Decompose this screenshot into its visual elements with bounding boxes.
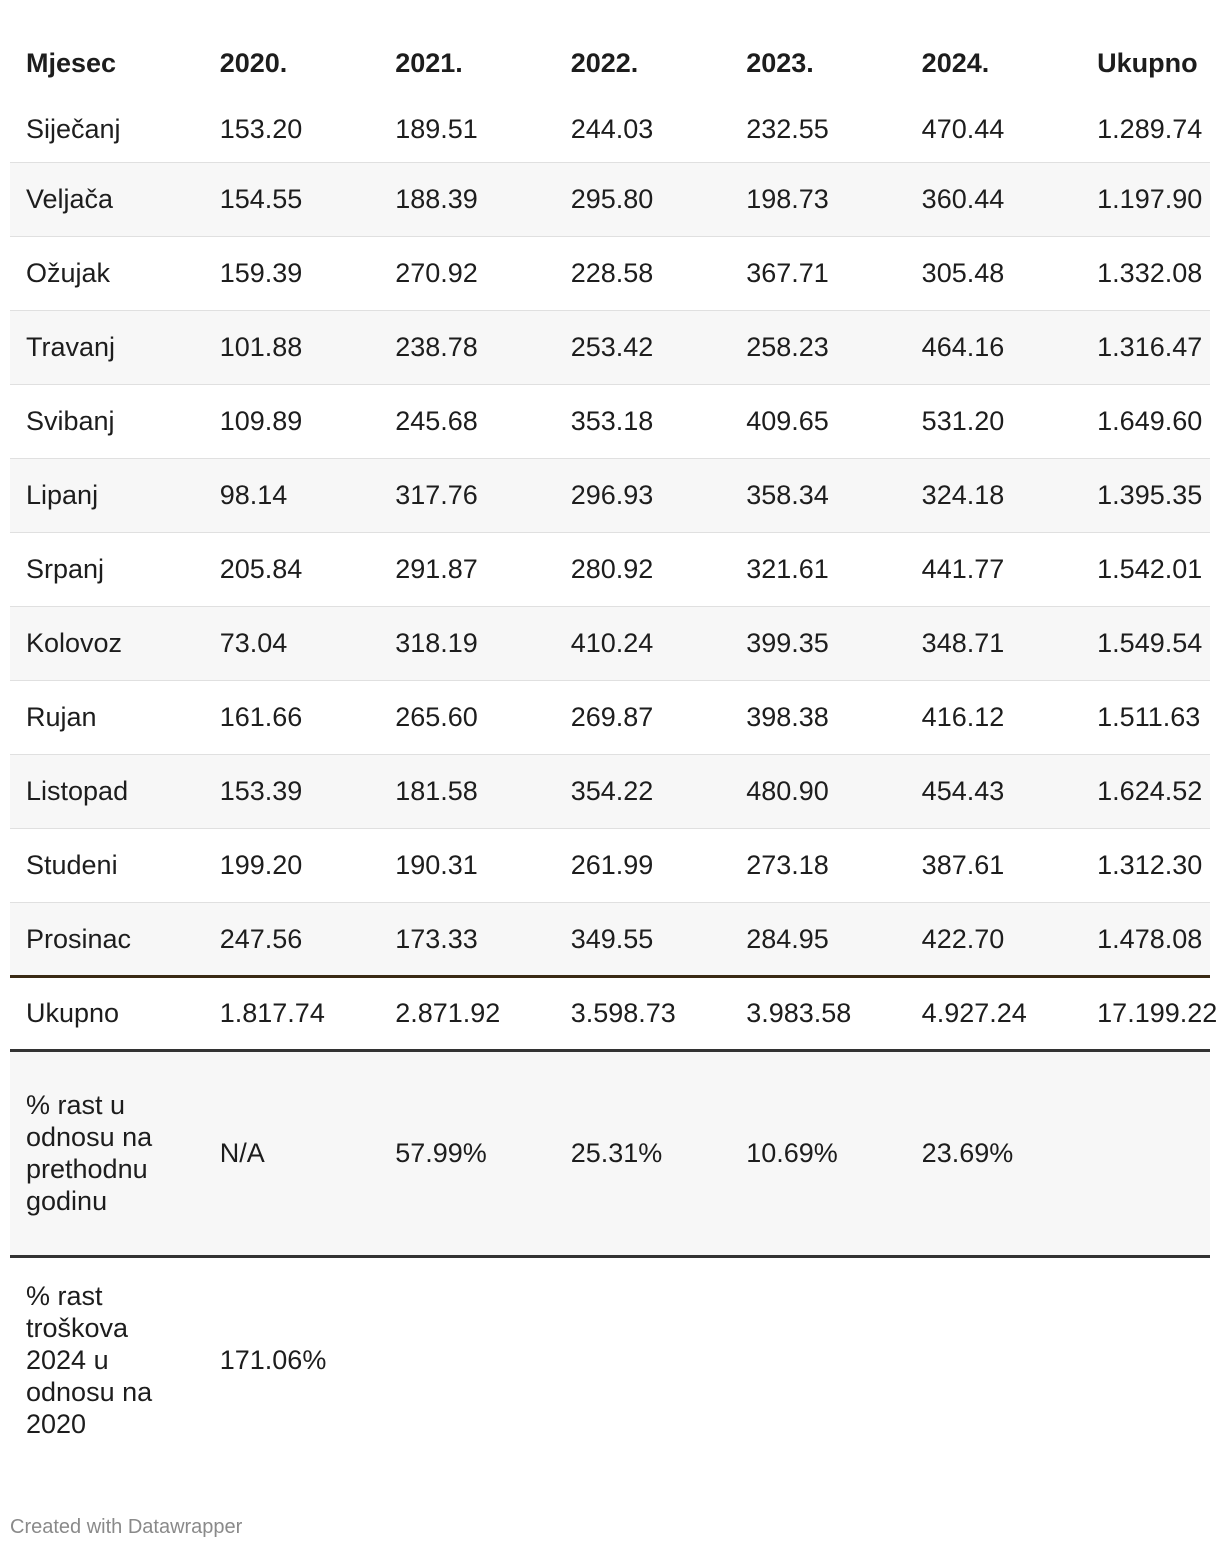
value-cell: 464.16	[906, 310, 1081, 384]
value-cell: 1.312.30	[1097, 850, 1203, 880]
table-row	[10, 162, 1210, 236]
value-cell: 317.76	[379, 458, 554, 532]
month-cell: Studeni	[26, 850, 118, 880]
month-rows	[10, 96, 1210, 976]
growth-cell: 57.99%	[379, 1050, 554, 1256]
total-value-cell: 2.871.92	[395, 998, 501, 1028]
value-cell: 101.88	[204, 310, 379, 384]
value-cell: 398.38	[746, 702, 829, 732]
value-cell: 153.39	[204, 754, 379, 828]
value-cell: 353.18	[570, 406, 654, 436]
table-row	[10, 680, 1210, 754]
total-value-cell: 4.927.24	[921, 998, 1027, 1028]
value-cell: 1.478.08	[1081, 902, 1210, 976]
month-cell: Ožujak	[26, 258, 111, 288]
growth-cell: 25.31%	[555, 1050, 730, 1256]
data-table-container	[10, 32, 1218, 1462]
month-cell: Svibanj	[26, 406, 115, 436]
value-cell: 531.20	[921, 406, 1005, 436]
total-value-cell: 3.598.73	[570, 998, 676, 1028]
value-cell: 205.84	[219, 554, 303, 584]
value-cell: 470.44	[921, 113, 1005, 144]
value-cell: 416.12	[921, 702, 1005, 732]
table-row	[10, 310, 1210, 384]
value-cell: 159.39	[219, 258, 303, 288]
value-cell: 238.78	[379, 310, 554, 384]
month-cell: Listopad	[10, 754, 204, 828]
table-row	[10, 828, 1210, 902]
datawrapper-credit[interactable]: Created with Datawrapper	[10, 1516, 243, 1538]
value-cell: 161.66	[219, 702, 303, 732]
value-cell: 269.87	[570, 702, 654, 732]
value-cell: 358.34	[730, 458, 905, 532]
value-cell: 173.33	[379, 902, 554, 976]
value-cell: 321.61	[746, 554, 829, 584]
month-cell: Prosinac	[10, 902, 204, 976]
empty-cell	[1081, 1256, 1210, 1462]
total-row	[10, 976, 1210, 1050]
column-header[interactable]: Mjesec	[26, 48, 117, 78]
value-cell: 228.58	[570, 258, 654, 288]
value-cell: 1.316.47	[1081, 310, 1210, 384]
table-row	[10, 902, 1210, 976]
column-header[interactable]: 2020.	[219, 48, 288, 78]
value-cell: 354.22	[555, 754, 730, 828]
value-cell: 273.18	[746, 850, 829, 880]
value-cell: 253.42	[555, 310, 730, 384]
empty-cell	[379, 1256, 554, 1462]
value-cell: 181.58	[379, 754, 554, 828]
month-cell: Lipanj	[10, 458, 204, 532]
value-cell: 1.649.60	[1097, 406, 1203, 436]
value-cell: 280.92	[570, 554, 654, 584]
month-cell: Veljača	[10, 162, 204, 236]
value-cell: 154.55	[204, 162, 379, 236]
value-cell: 98.14	[204, 458, 379, 532]
value-cell: 245.68	[395, 406, 478, 436]
total-value-cell: 17.199.22	[1097, 998, 1218, 1028]
value-cell: 387.61	[921, 850, 1005, 880]
value-cell: 189.51	[395, 113, 478, 144]
column-header[interactable]: 2023.	[746, 48, 814, 78]
value-cell: 199.20	[219, 850, 303, 880]
value-cell: 1.542.01	[1097, 554, 1203, 584]
value-cell: 324.18	[906, 458, 1081, 532]
value-cell: 295.80	[555, 162, 730, 236]
value-cell: 399.35	[730, 606, 905, 680]
value-cell: 247.56	[204, 902, 379, 976]
value-cell: 153.20	[219, 113, 303, 144]
value-cell: 349.55	[555, 902, 730, 976]
value-cell: 454.43	[906, 754, 1081, 828]
total-value-cell: 1.817.74	[219, 998, 325, 1028]
total-label-cell: Ukupno	[26, 998, 120, 1028]
value-cell: 1.332.08	[1097, 258, 1203, 288]
growth-cell	[1081, 1050, 1210, 1256]
table-row	[10, 384, 1210, 458]
column-header[interactable]: 2024.	[921, 48, 990, 78]
total-growth-cell: 171.06%	[219, 1344, 327, 1375]
table-row	[10, 236, 1210, 310]
empty-cell	[730, 1256, 905, 1462]
value-cell: 232.55	[746, 113, 829, 144]
value-cell: 265.60	[395, 702, 478, 732]
growth-cell: 10.69%	[730, 1050, 905, 1256]
value-cell: 367.71	[746, 258, 829, 288]
growth-cell: N/A	[204, 1050, 379, 1256]
table-row	[10, 606, 1210, 680]
header-row	[10, 32, 1210, 96]
column-header[interactable]: 2021.	[395, 48, 463, 78]
value-cell: 1.549.54	[1081, 606, 1210, 680]
value-cell: 198.73	[730, 162, 905, 236]
value-cell: 190.31	[395, 850, 478, 880]
growth-cell: 23.69%	[906, 1050, 1081, 1256]
table-row	[10, 96, 1210, 162]
value-cell: 284.95	[730, 902, 905, 976]
month-cell: Kolovoz	[10, 606, 204, 680]
value-cell: 480.90	[730, 754, 905, 828]
value-cell: 1.624.52	[1081, 754, 1210, 828]
value-cell: 409.65	[746, 406, 829, 436]
value-cell: 360.44	[906, 162, 1081, 236]
total-value-cell: 3.983.58	[746, 998, 852, 1028]
value-cell: 73.04	[204, 606, 379, 680]
value-cell: 348.71	[906, 606, 1081, 680]
value-cell: 244.03	[570, 113, 654, 144]
table-row	[10, 458, 1210, 532]
value-cell: 291.87	[395, 554, 478, 584]
value-cell: 109.89	[219, 406, 303, 436]
column-header[interactable]: Ukupno	[1097, 48, 1198, 78]
table-row	[10, 754, 1210, 828]
empty-cell	[906, 1256, 1081, 1462]
value-cell: 318.19	[379, 606, 554, 680]
month-cell: Rujan	[26, 702, 97, 732]
value-cell: 1.395.35	[1081, 458, 1210, 532]
value-cell: 296.93	[555, 458, 730, 532]
value-cell: 410.24	[555, 606, 730, 680]
growth-label-cell: % rast u odnosu na prethodnu godinu	[10, 1050, 204, 1256]
value-cell: 188.39	[379, 162, 554, 236]
value-cell: 261.99	[570, 850, 654, 880]
data-table	[10, 32, 1218, 1462]
value-cell: 305.48	[921, 258, 1005, 288]
value-cell: 1.511.63	[1097, 702, 1201, 732]
value-cell: 270.92	[395, 258, 478, 288]
table-row	[10, 532, 1210, 606]
empty-cell	[555, 1256, 730, 1462]
month-cell: Siječanj	[26, 113, 121, 144]
value-cell: 258.23	[730, 310, 905, 384]
value-cell: 422.70	[906, 902, 1081, 976]
value-cell: 1.289.74	[1097, 113, 1203, 144]
month-cell: Travanj	[10, 310, 204, 384]
growth-row	[10, 1050, 1210, 1256]
value-cell: 1.197.90	[1081, 162, 1210, 236]
total-growth-row	[10, 1256, 1210, 1462]
column-header[interactable]: 2022.	[570, 48, 639, 78]
month-cell: Srpanj	[26, 554, 105, 584]
total-growth-label-cell: % rast troškova 2024 u odnosu na 2020	[26, 1280, 153, 1439]
value-cell: 441.77	[921, 554, 1005, 584]
